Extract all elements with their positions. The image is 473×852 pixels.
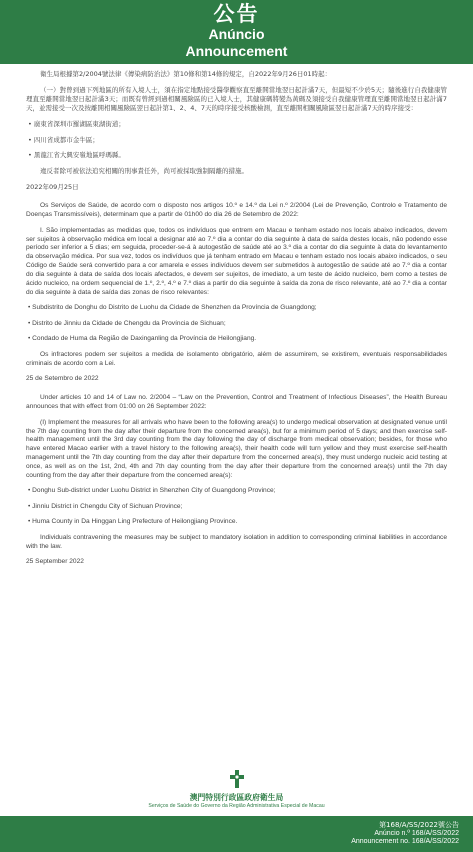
zh-bullet: • 黑龍江省大興安嶺地區呼瑪縣。 (28, 151, 125, 160)
en-paragraph: (I) Implement the measures for all arrivals who have been to the following area(s) to undergo medical observation at designated venue until the 7th day counting from the day after their departure from the concerned area(s), but for a minimum period of 5 days; and then exercise self-health management until the 3rd day counting from the day following the day of discharge from medical observation; besides, for those who have entered Macao earlier with a travel history to the following area(s), their health code will turn yellow and they must exercise self-health management until the 7th day counting from the day after their departure from the concerned area(s), they must undergo nucleic acid testing at once, as well as on the 1st, 2nd, 4th and 7th day counting from the day after their departure from the concerned area(s) until the 7th day counting from the day after their departure from the concerned area(s): (26, 418, 447, 480)
zh-bullet: • 廣東省深圳市羅湖區東湖街道； (28, 119, 125, 128)
en-bullet: • Huma County in Da Hinggan Ling Prefecture of Heilongjiang Province. (28, 518, 238, 526)
zh-intro: 衛生局根據第2/2004號法律《傳染病防治法》第10條和第14條的規定，自2022年9月26日01時起： (40, 70, 332, 78)
reference-zh: 第168/A/SS/2022號公告 (379, 821, 459, 829)
en-date: 25 September 2022 (26, 558, 84, 566)
pt-warning: Os infractores podem ser sujeitos a medida de isolamento obrigatório, além de assumirem, se existirem, eventuais responsabilidades criminais de acordo com a Lei. (26, 350, 447, 367)
title-zh: 公告 (213, 2, 260, 26)
pt-bullet: • Distrito de Jinniu da Cidade de Chengdu da Província de Sichuan; (28, 319, 226, 327)
pt-bullet: • Subdistrito de Donghu do Distrito de Luohu da Cidade de Shenzhen da Província de Guangdong; (28, 304, 317, 312)
announcement-body (0, 64, 473, 567)
en-bullet: • Donghu Sub-district under Luohu District in Shenzhen City of Guangdong Province; (28, 487, 276, 495)
zh-date: 2022年09月25日 (26, 182, 79, 191)
zh-warning: 違反者除可被依法追究相關的刑事責任外，尚可被採取強制隔離的措施。 (40, 166, 248, 175)
reference-en: Announcement no. 168/A/SS/2022 (351, 838, 459, 846)
announcement-header (0, 0, 473, 64)
en-warning: Individuals contravening the measures may be subject to mandatory isolation in addition to corresponding criminal liabilities in accordance with the law. (26, 533, 447, 550)
health-bureau-emblem-icon (230, 770, 244, 788)
pt-date: 25 de Setembro de 2022 (26, 374, 99, 382)
department-name-pt: Serviços de Saúde do Governo da Região Administrativa Especial de Macau (148, 803, 325, 809)
zh-bullet: • 四川省成都市金牛區； (28, 135, 99, 144)
en-intro: Under articles 10 and 14 of Law no. 2/2004 – “Law on the Prevention, Control and Treatment of Infectious Diseases”, the Health Bureau announces that with effect from 01:00 on 26 September 2022: (26, 394, 447, 411)
en-bullet: • Jinniu District in Chengdu City of Sichuan Province; (28, 502, 183, 510)
title-pt: Anúncio (208, 26, 265, 42)
pt-paragraph: I. São implementadas as medidas que, todos os indivíduos que entrem em Macau e tenham estado nos locais abaixo indicados, devem ser sujeitos à observação médica em local a designar até ao 7.º dia a contar do dia seguinte à data de saída destes locais, não podendo esse período ser inferior a 5 dias; em seguida, proceder-se-á à autogestão de saúde até ao 3.º dia a contar do dia seguinte à data do levantamento da observação médica. Por sua vez, todos os indivíduos que já tenham entrado em Macau e tenham estado nos locais abaixo indicados, o seu Código de Saúde será convertido para a cor amarela e esses indivíduos devem ser submetidos à autogestão de saúde até ao 7.º dia a contar do dia seguinte à data de saída dos locais afectados, e devem ser sujeitos, de imediato, a um teste de ácido nucleico, bem como a testes de ácido nucleico, na ordem sequencial de 1.º, 2.º, 4.º e 7.º dias a partir do dia seguinte à saída da zona de risco relevante, até ao 7.º dia a contar do dia seguinte à data de saída das zonas de risco relevantes: (26, 226, 447, 296)
reference-pt: Anúncio n.º 168/A/SS/2022 (374, 829, 459, 837)
title-en: Announcement (185, 43, 288, 59)
announcement-reference (351, 821, 459, 847)
department-name-zh: 澳門特別行政區政府衛生局 (189, 793, 284, 802)
pt-bullet: • Condado de Huma da Região de Daxinganling da Província de Heilongjiang. (28, 335, 257, 343)
zh-paragraph: （一）對曾到過下列地區的所有入境人士，須在指定地點接受醫學觀察直至離開當地翌日起計滿7天，但最短不少於5天；隨後進行自我健康管理直至離開當地翌日起計滿3天；而既有曾經到過相關風險區的已入境人士，其健康碼將變為黃碼及須接受自我健康管理直至離開當地翌日起計滿7天，並需接受一次及按離開相關風險區翌日起計第1、2、4、7天的時序接受核酸檢測，直至離開相關風險區翌日起計滿7天的時序接受： (26, 85, 447, 113)
pt-intro: Os Serviços de Saúde, de acordo com o disposto nos artigos 10.º e 14.º da Lei n.º 2/2004 (Lei de Prevenção, Controlo e Tratamento de Doenças Transmissíveis), determinam que a partir de 01h00 do dia 26 de Setembro de 2022: (26, 202, 447, 219)
